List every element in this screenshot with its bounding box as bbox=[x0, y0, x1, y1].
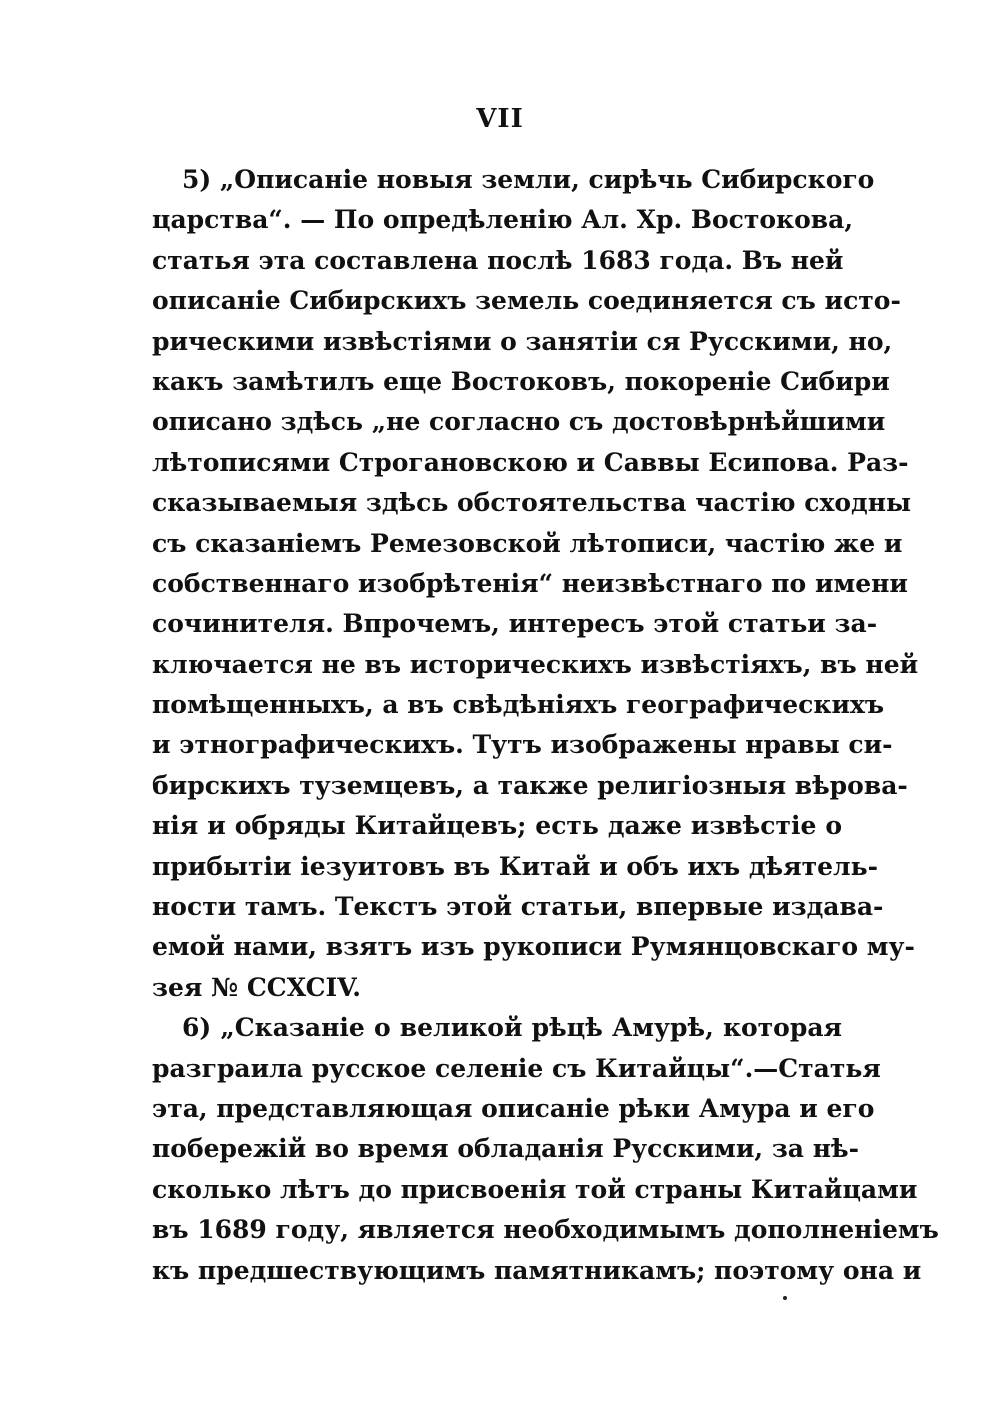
text-line: нія и обряды Китайцевъ; есть даже извѣстіе о bbox=[152, 811, 842, 841]
ink-speck bbox=[783, 1296, 787, 1300]
text-line: сочинителя. Впрочемъ, интересъ этой статьи за- bbox=[152, 609, 878, 639]
text-line: описаніе Сибирскихъ земель соединяется съ исто- bbox=[152, 286, 901, 316]
text-line: сколько лѣтъ до присвоенія той страны Китайцами bbox=[152, 1174, 918, 1204]
text-line: и этнографическихъ. Тутъ изображены нравы си- bbox=[152, 730, 893, 760]
text-line: 6) „Сказаніе о великой рѣцѣ Амурѣ, которая bbox=[182, 1013, 842, 1043]
text-line: зея № CCXCIV. bbox=[152, 972, 361, 1002]
text-line: эта, представляющая описаніе рѣки Амура и его bbox=[152, 1093, 875, 1123]
text-line: въ 1689 году, является необходимымъ дополненіемъ bbox=[152, 1215, 939, 1245]
text-line: съ сказаніемъ Ремезовской лѣтописи, частію же и bbox=[152, 528, 903, 558]
text-line: бирскихъ туземцевъ, а также религіозныя вѣрова- bbox=[152, 770, 908, 800]
text-line: какъ замѣтилъ еще Востоковъ, покореніе Сибири bbox=[152, 366, 890, 396]
page-body bbox=[152, 160, 939, 1291]
text-line: сказываемыя здѣсь обстоятельства частію сходны bbox=[152, 488, 912, 518]
text-line: статья эта составлена послѣ 1683 года. Въ ней bbox=[152, 245, 844, 275]
text-line: побережій во время обладанія Русскими, за нѣ- bbox=[152, 1134, 859, 1164]
text-line: лѣтописями Строгановскою и Саввы Есипова. Раз- bbox=[152, 447, 909, 477]
text-line: емой нами, взятъ изъ рукописи Румянцовскаго му- bbox=[152, 932, 915, 962]
paragraph-5 bbox=[152, 160, 919, 1008]
text-line: 5) „Описаніе новыя земли, сирѣчь Сибирского bbox=[182, 165, 875, 194]
text-line: царства“. — По опредѣленію Ал. Хр. Востокова, bbox=[152, 205, 854, 235]
text-line: ности тамъ. Текстъ этой статьи, впервые издава- bbox=[152, 892, 884, 922]
text-line: помѣщенныхъ, а въ свѣдѣніяхъ географическихъ bbox=[152, 690, 885, 720]
page-number: VII bbox=[476, 104, 524, 134]
text-line: разграила русское селеніе съ Китайцы“.—Статья bbox=[152, 1053, 881, 1083]
text-line: описано здѣсь „не согласно съ достовѣрнѣйшими bbox=[152, 407, 886, 437]
paragraph-6 bbox=[152, 1008, 939, 1291]
text-line: прибытіи іезуитовъ въ Китай и объ ихъ дѣятель- bbox=[152, 851, 878, 881]
text-line: собственнаго изобрѣтенія“ неизвѣстнаго по имени bbox=[152, 568, 908, 598]
text-line: рическими извѣстіями о занятіи ся Русскими, но, bbox=[152, 326, 893, 356]
text-line: къ предшествующимъ памятникамъ; поэтому она и bbox=[152, 1255, 922, 1285]
text-line: ключается не въ историческихъ извѣстіяхъ, въ ней bbox=[152, 649, 919, 679]
